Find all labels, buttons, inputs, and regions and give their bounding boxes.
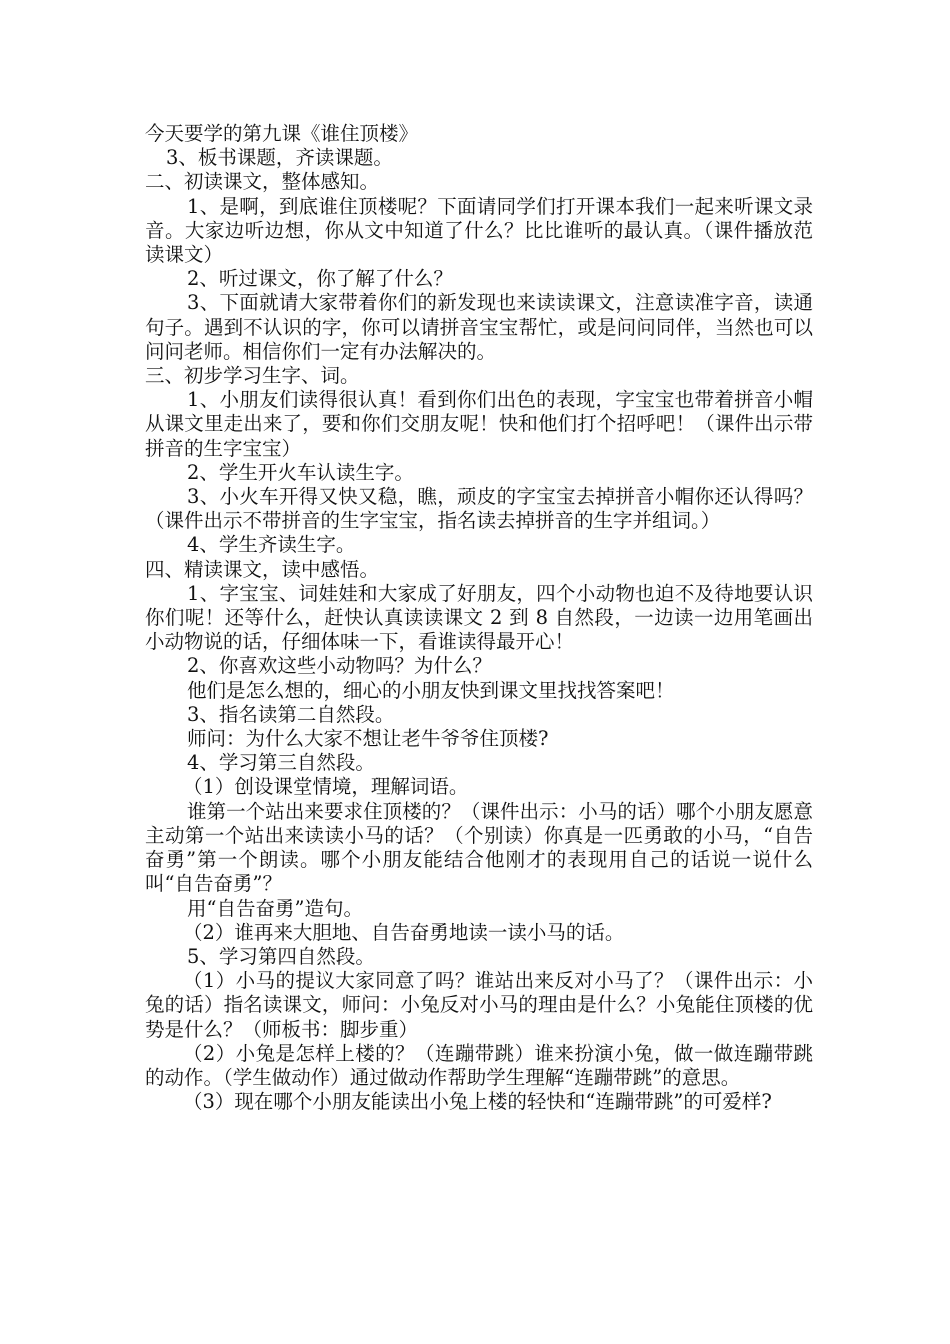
paragraph: 2、学生开火车认读生字。 — [187, 460, 414, 484]
paragraph: 1、字宝宝、词娃娃和大家成了好朋友，四个小动物也迫不及待地要认识你们呢！还等什么，赶快认真读读课文 2 到 8 自然段，一边读一边用笔画出小动物说的话，仔细体味一下，看谁读得最开心！ — [145, 581, 813, 654]
paragraph: （3）现在哪个小朋友能读出小兔上楼的轻快和“连蹦带跳”的可爱样? — [183, 1090, 772, 1114]
paragraph: 4、学生齐读生字。 — [187, 533, 356, 557]
paragraph: 谁第一个站出来要求住顶楼的？（课件出示：小马的话）哪个小朋友愿意主动第一个站出来读读小马的话？（个别读）你真是一匹勇敢的小马，“自告奋勇”第一个朗读。哪个小朋友能结合他刚才的表现用自己的话说一说什么叫“自告奋勇”？ — [145, 799, 813, 896]
paragraph: （2）谁再来大胆地、自告奋勇地读一读小马的话。 — [183, 920, 625, 944]
paragraph: 用“自告奋勇”造句。 — [187, 896, 363, 920]
document-page — [145, 122, 813, 1114]
paragraph: 3、下面就请大家带着你们的新发现也来读读课文，注意读准字音，读通句子。遇到不认识的字，你可以请拼音宝宝帮忙，或是问问同伴，当然也可以问问老师。相信你们一定有办法解决的。 — [145, 291, 813, 363]
paragraph: 3、指名读第二自然段。 — [187, 702, 395, 726]
paragraph: 3、小火车开得又快又稳，瞧，顽皮的字宝宝去掉拼音小帽你还认得吗？（课件出示不带拼音的生字宝宝，指名读去掉拼音的生字并组词。） — [145, 485, 813, 533]
paragraph: （1）创设课堂情境，理解词语。 — [183, 775, 469, 799]
paragraph: 5、学习第四自然段。 — [187, 944, 375, 968]
paragraph: 2、听过课文，你了解了什么？ — [187, 267, 453, 291]
paragraph: （1）小马的提议大家同意了吗？谁站出来反对小马了？（课件出示：小兔的话）指名读课文，师问：小兔反对小马的理由是什么？小兔能住顶楼的优势是什么？（师板书：脚步重） — [145, 969, 813, 1041]
paragraph: 3、板书课题，齐读课题。 — [166, 146, 393, 170]
paragraph: 今天要学的第九课《谁住顶楼》 — [145, 122, 419, 145]
paragraph: 1、是啊，到底谁住顶楼呢？下面请同学们打开课本我们一起来听课文录音。大家边听边想，你从文中知道了什么？比比谁听的最认真。（课件播放范读课文） — [145, 194, 813, 267]
paragraph: （2）小兔是怎样上楼的？（连蹦带跳）谁来扮演小兔，做一做连蹦带跳的动作。（学生做动作）通过做动作帮助学生理解“连蹦带跳”的意思。 — [145, 1041, 813, 1089]
section-heading: 三、初步学习生字、词。 — [145, 364, 360, 388]
paragraph: 4、学习第三自然段。 — [187, 751, 375, 775]
section-heading: 四、精读课文，读中感悟。 — [145, 557, 380, 581]
section-heading: 二、初读课文，整体感知。 — [145, 170, 380, 194]
paragraph: 1、小朋友们读得很认真！看到你们出色的表现，字宝宝也带着拼音小帽从课文里走出来了，要和你们交朋友呢！快和他们打个招呼吧！（课件出示带拼音的生字宝宝） — [145, 388, 813, 460]
paragraph: 他们是怎么想的，细心的小朋友快到课文里找找答案吧！ — [187, 678, 675, 702]
paragraph: 2、你喜欢这些小动物吗？为什么？ — [187, 654, 492, 678]
paragraph: 师问：为什么大家不想让老牛爷爷住顶楼? — [187, 727, 549, 751]
